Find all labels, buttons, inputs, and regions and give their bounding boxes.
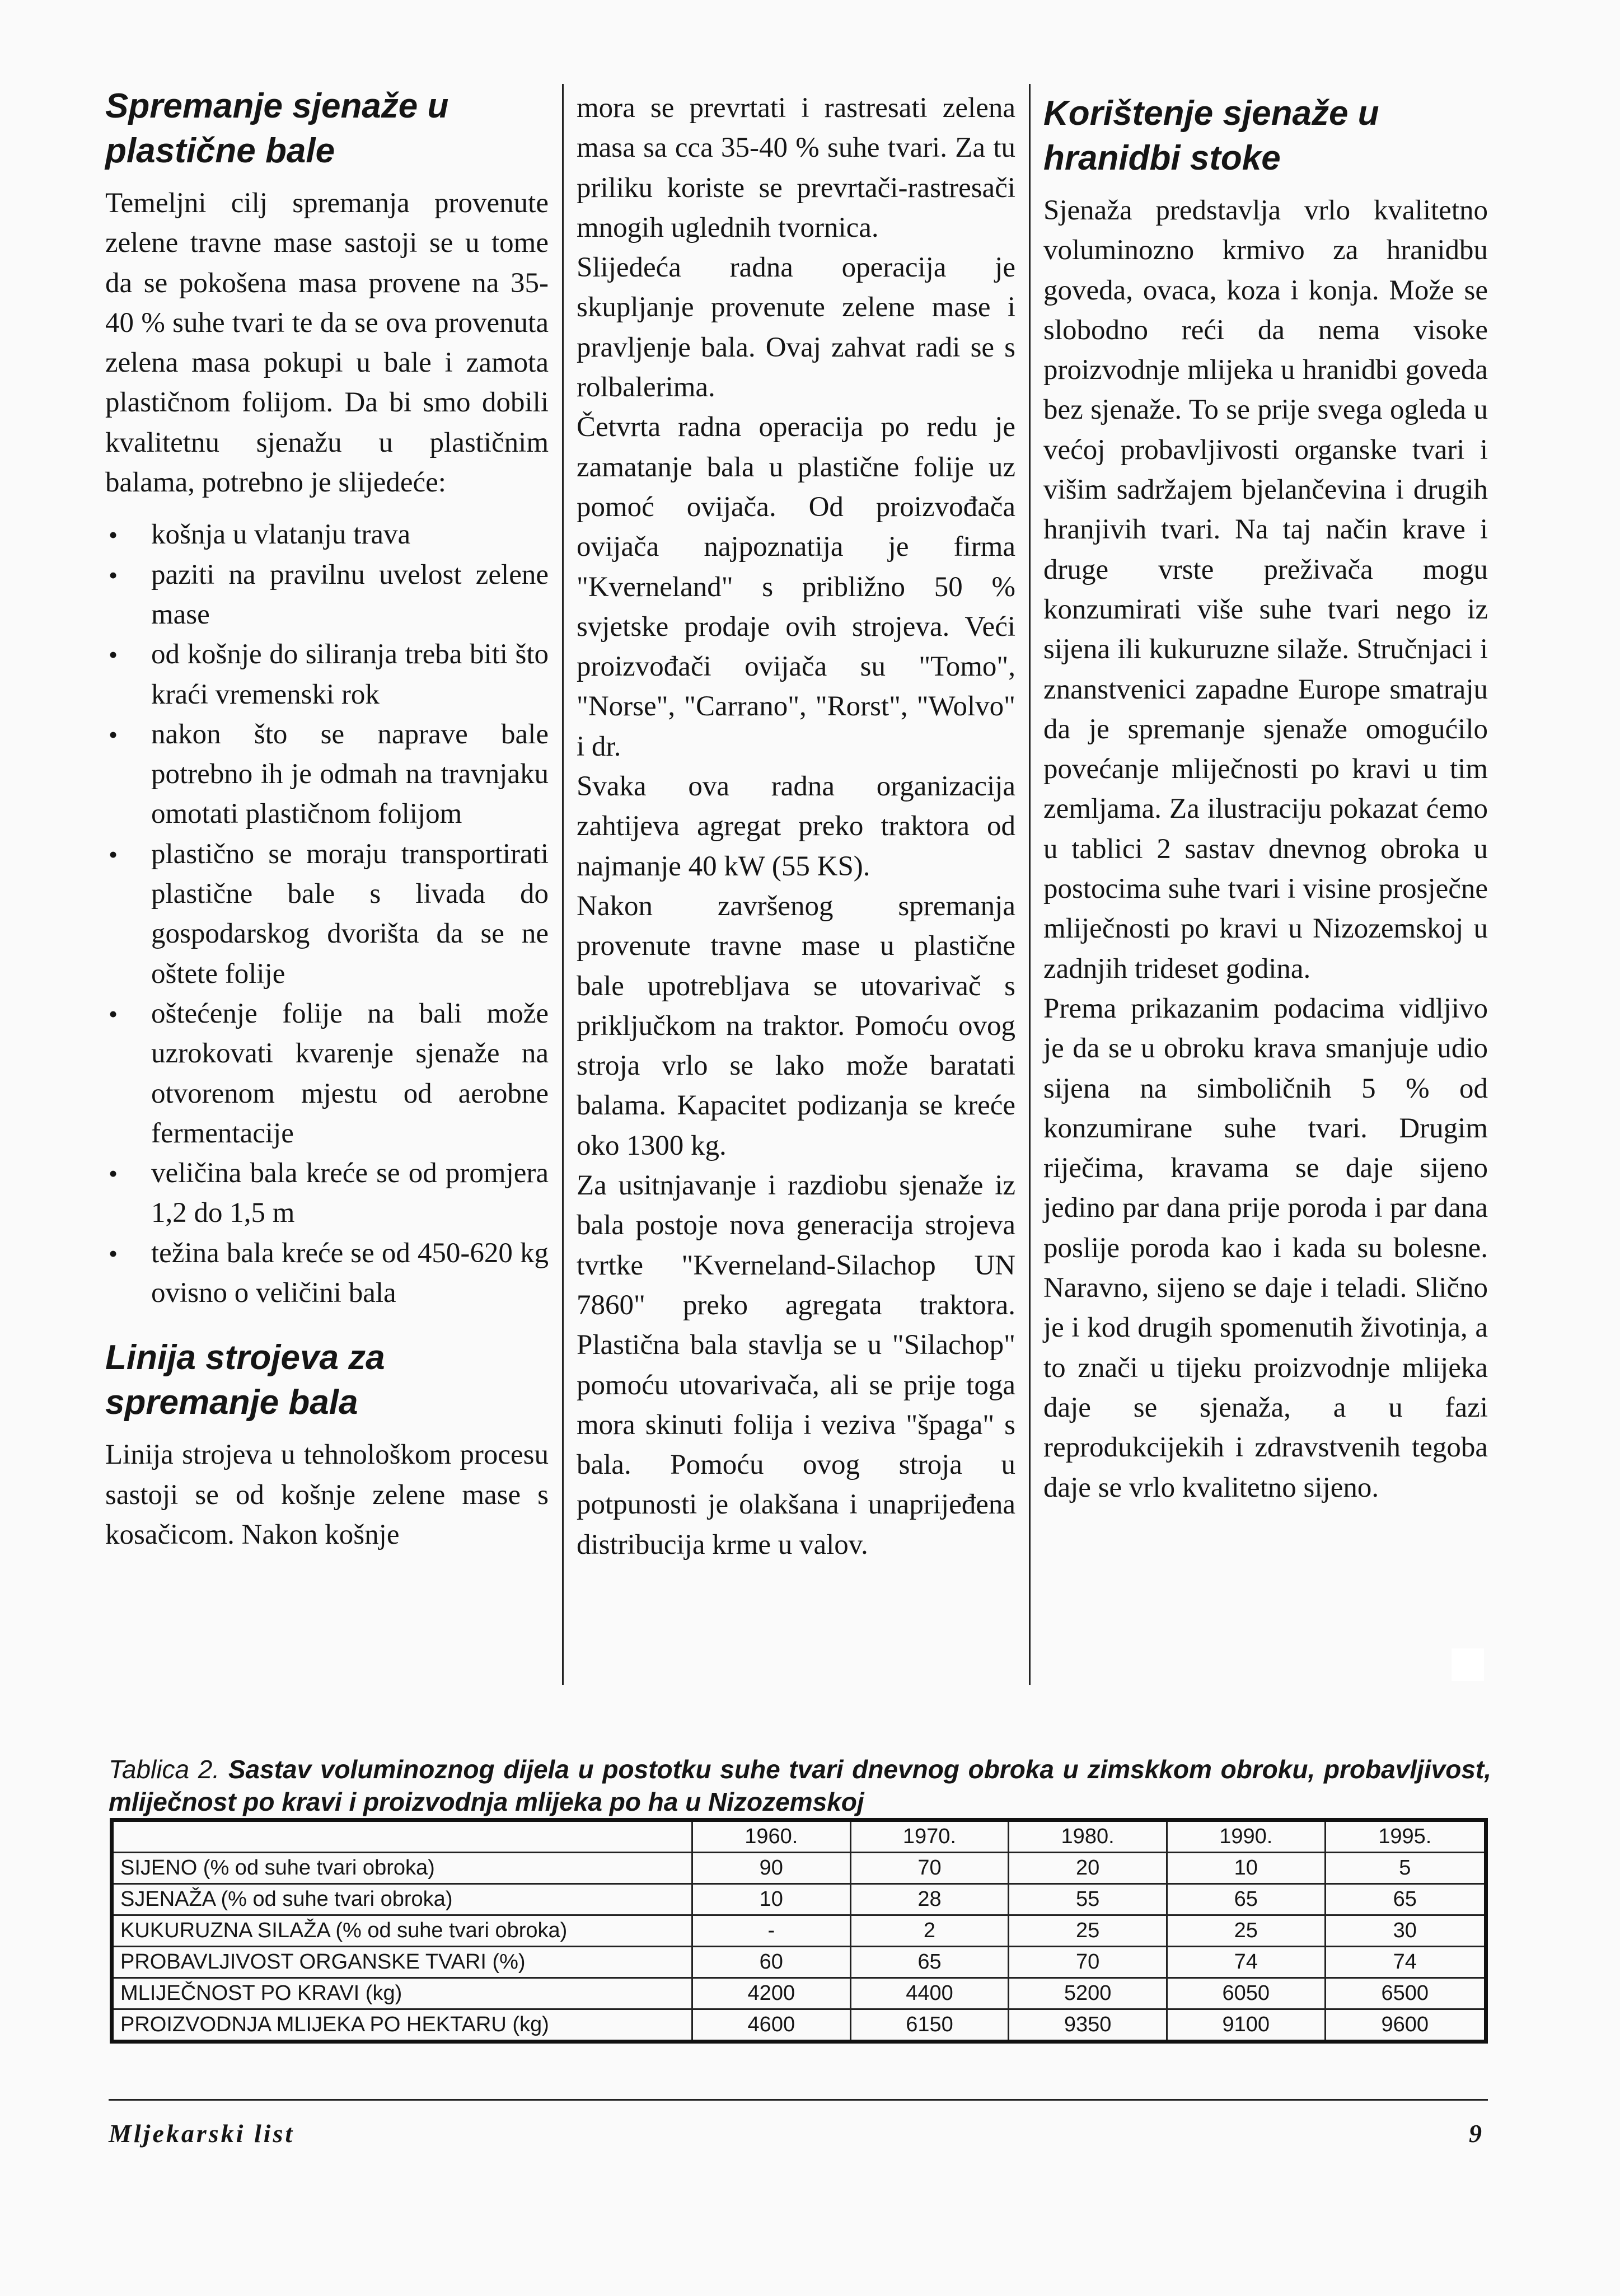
table-cell: 5200 (1009, 1978, 1167, 2009)
table-row (112, 1884, 1486, 1915)
paragraph-intro: Temeljni cilj spremanja provenute zelene travne mase sastoji se u tome da se pokošena masa provene na 35-40 % suhe tvari te da se ova provenuta zelena masa pokupi u bale i zamota plastičnom folijom. Da bi smo dobili kvalitetnu sjenažu u plastičnim balama, potrebno je slijedeće: (105, 188, 549, 499)
row-label: PROBAVLJIVOST ORGANSKE TVARI (%) (112, 1947, 692, 1978)
bullet-icon: • (109, 720, 118, 749)
table-cell: 2 (850, 1915, 1009, 1947)
heading-koristenje-sjenaze: Korištenje sjenaže u hranidbi stoke (1043, 94, 1379, 177)
heading-sjenaza-plasticne-bale: Spremanje sjenaže u plastične bale (105, 87, 449, 170)
end-of-article-mark (1452, 1648, 1484, 1681)
table-cell: 6150 (850, 2009, 1009, 2042)
bullet-icon: • (109, 1239, 118, 1268)
paragraph: mora se prevrtati i rastresati zelena masa sa cca 35-40 % suhe tvari. Za tu priliku koriste se prevrtači-rastresači mnogih uglednih tvornica. (577, 92, 1015, 243)
table-cell: 9350 (1009, 2009, 1167, 2042)
table-cell: 65 (850, 1947, 1009, 1978)
table-cell: 25 (1009, 1915, 1167, 1947)
table-cell: 55 (1009, 1884, 1167, 1915)
table-header-year: 1980. (1009, 1820, 1167, 1853)
table-cell: 28 (850, 1884, 1009, 1915)
row-label: SIJENO (% od suhe tvari obroka) (112, 1853, 692, 1884)
table-cell: 25 (1167, 1915, 1325, 1947)
column-left (105, 84, 549, 1555)
list-item: • veličina bala kreće se od promjera 1,2 do 1,5 m (105, 1154, 549, 1234)
table-cell: 6500 (1325, 1978, 1486, 2009)
list-item: • oštećenje folije na bali može uzrokovati kvarenje sjenaže na otvorenom mjestu od aerobne fermentacije (105, 994, 549, 1154)
table-header-year: 1970. (850, 1820, 1009, 1853)
table-header-year: 1960. (692, 1820, 851, 1853)
table-cell: 74 (1167, 1947, 1325, 1978)
list-item: • težina bala kreće se od 450-620 kg ovisno o veličini bala (105, 1234, 549, 1314)
column-right (1043, 91, 1488, 1508)
table-cell: 10 (692, 1884, 851, 1915)
paragraph: Za usitnjavanje i razdiobu sjenaže iz bala postoje nova generacija strojeva tvrtke "Kverneland-Silachop UN 7860" preko agregata traktora. Plastična bala stavlja se u "Silachop" pomoću utovarivača, ali se prije toga mora skinuti folija i veziva "špaga" s bala. Pomoću ovog stroja u potpunosti je olakšana i unaprijeđena distribucija krme u valov. (577, 1170, 1015, 1561)
row-label: MLIJEČNOST PO KRAVI (kg) (112, 1978, 692, 2009)
table-cell: - (692, 1915, 851, 1947)
list-item: • od košnje do siliranja treba biti što kraći vremenski rok (105, 635, 549, 715)
table-row (112, 1978, 1486, 2009)
bullet-icon: • (109, 560, 118, 589)
table-cell: 6050 (1167, 1978, 1325, 2009)
column-divider (1029, 84, 1031, 1685)
table-corner-cell (112, 1820, 692, 1853)
paragraph: Nakon završenog spremanja provenute travne mase u plastične bale upotrebljava se utovarivač s priključkom na traktor. Pomoću ovog stroja vrlo se lako može baratati balama. Kapacitet podizanja se kreće oko 1300 kg. (577, 890, 1015, 1161)
list-item: • paziti na pravilnu uvelost zelene mase (105, 555, 549, 635)
paragraph: Četvrta radna operacija po redu je zamatanje bala u plastične folije uz pomoć ovijača. Od proizvođača ovijača najpoznatija je firma "Kverneland" s približno 50 % svjetske prodaje ovih strojeva. Veći proizvođači ovijača su "Tomo", "Norse", "Carrano", "Rorst", "Wolvo" i dr. (577, 411, 1015, 762)
paragraph-linija: Linija strojeva u tehnološkom procesu sastoji se od košnje zelene mase s kosačicom. Nakon košnje (105, 1439, 549, 1550)
table-cell: 65 (1167, 1884, 1325, 1915)
bullet-icon: • (109, 840, 118, 869)
table-row (112, 1853, 1486, 1884)
table-cell: 60 (692, 1947, 851, 1978)
table-cell: 30 (1325, 1915, 1486, 1947)
list-item: • košnja u vlatanju trava (105, 515, 549, 555)
table-cell: 4400 (850, 1978, 1009, 2009)
heading-linija-strojeva: Linija strojeva za spremanje bala (105, 1338, 385, 1422)
bullet-list (105, 515, 549, 1313)
table-row (112, 1947, 1486, 1978)
row-label: SJENAŽA (% od suhe tvari obroka) (112, 1884, 692, 1915)
row-label: KUKURUZNA SILAŽA (% od suhe tvari obroka) (112, 1915, 692, 1947)
table-cell: 9100 (1167, 2009, 1325, 2042)
page-number: 9 (1469, 2119, 1482, 2148)
table-cell: 20 (1009, 1853, 1167, 1884)
table-header-row (112, 1820, 1486, 1853)
table-cell: 4600 (692, 2009, 851, 2042)
table-caption (109, 1753, 1491, 1818)
column-middle (577, 88, 1015, 1565)
table-cell: 4200 (692, 1978, 851, 2009)
table-cell: 74 (1325, 1947, 1486, 1978)
table-cell: 70 (850, 1853, 1009, 1884)
table-cell: 70 (1009, 1947, 1167, 1978)
table-cell: 65 (1325, 1884, 1486, 1915)
bullet-icon: • (109, 1159, 118, 1188)
table-cell: 10 (1167, 1853, 1325, 1884)
paragraph: Sjenaža predstavlja vrlo kvalitetno voluminozno krmivo za hranidbu goveda, ovaca, koza i konja. Može se slobodno reći da nema visoke proizvodnje mlijeka u hranidbi goveda bez sjenaže. To se prije svega ogleda u većoj probavljivosti organske tvari i višim sadržajem bjelančevina i drugih hranjivih tvari. Na taj način krave i druge vrste preživača mogu konzumirati više suhe tvari nego iz sijena ili kukuruzne silaže. Stručnjaci i znanstvenici zapadne Europe smatraju da je spremanje sjenaže omogućilo povećanje mliječnosti po kravi u tim zemljama. Za ilustraciju pokazat ćemo u tablici 2 sastav dnevnog obroka u postocima suhe tvari i visine prosječne mliječnosti po kravi u Nizozemskoj u zadnjih trideset godina. (1043, 195, 1488, 985)
journal-title: Mljekarski list (109, 2119, 295, 2148)
table-cell: 9600 (1325, 2009, 1486, 2042)
table-caption-prefix: Tablica 2. (109, 1755, 220, 1784)
paragraph: Slijedeća radna operacija je skupljanje provenute zelene mase i pravljenje bala. Ovaj zahvat radi se s rolbalerima. (577, 252, 1015, 404)
table-cell: 5 (1325, 1853, 1486, 1884)
paragraph: Svaka ova radna organizacija zahtijeva agregat preko traktora od najmanje 40 kW (55 KS). (577, 771, 1015, 882)
list-item: • nakon što se naprave bale potrebno ih je odmah na travnjaku omotati plastičnom folijom (105, 715, 549, 835)
bullet-icon: • (109, 999, 118, 1028)
table-row (112, 1915, 1486, 1947)
data-table (110, 1818, 1488, 2044)
table-caption-title: Sastav voluminoznog dijela u postotku suhe tvari dnevnog obroka u zimskkom obroku, probavljivost, mliječnost po kravi i proizvodnja mlijeka po ha u Nizozemskoj (109, 1755, 1492, 1816)
table-row (112, 2009, 1486, 2042)
paragraph: Prema prikazanim podacima vidljivo je da se u obroku krava smanjuje udio sijena na simboličnih 5 % od konzumirane suhe tvari. Drugim riječima, kravama se daje sijeno jedino par dana prije poroda i par dana poslije poroda kao i kada su bolesne. Naravno, sijeno se daje i teladi. Slično je i kod drugih spomenutih životinja, a to znači u tijeku proizvodnje mlijeka daje se sjenaža, a u fazi reprodukcijekih i zdravstvenih tegoba daje se vrlo kvalitetno sijeno. (1043, 992, 1488, 1503)
footer-rule (109, 2099, 1488, 2101)
list-item: • plastično se moraju transportirati plastične bale s livada do gospodarskog dvorišta da se ne oštete folije (105, 835, 549, 994)
row-label: PROIZVODNJA MLIJEKA PO HEKTARU (kg) (112, 2009, 692, 2042)
bullet-icon: • (109, 640, 118, 669)
table-header-year: 1990. (1167, 1820, 1325, 1853)
column-divider (562, 84, 564, 1685)
table-header-year: 1995. (1325, 1820, 1486, 1853)
table-cell: 90 (692, 1853, 851, 1884)
bullet-icon: • (109, 521, 118, 550)
